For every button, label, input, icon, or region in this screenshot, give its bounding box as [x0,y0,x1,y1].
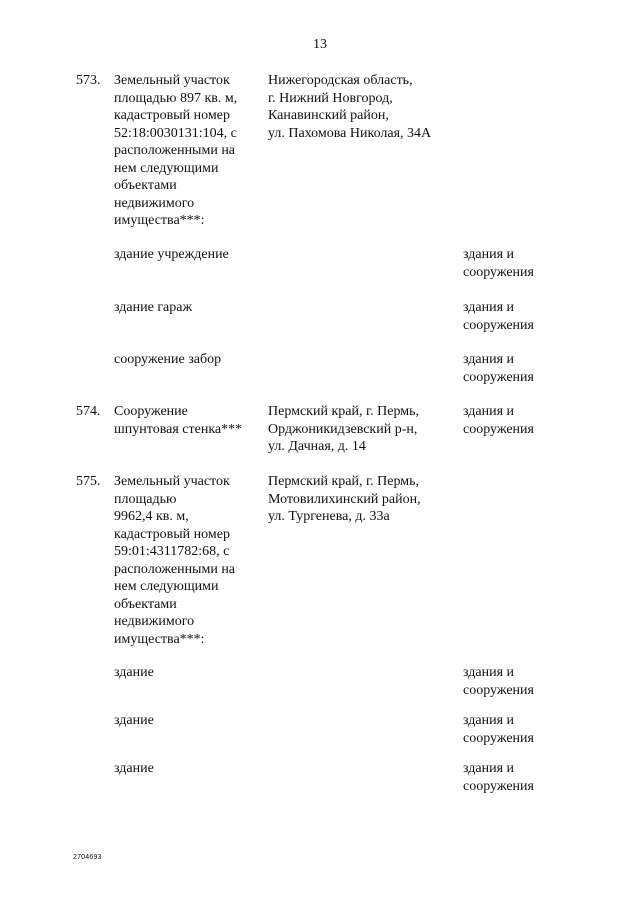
entry-name: Земельный участок площадью 897 кв. м, кадастровый номер 52:18:0030131:104, с расположенными на нем следующими объектами недвижимого имущества***: [114,73,238,228]
entry-type: здания и сооружения [463,761,534,794]
page-number: 13 [313,37,327,52]
entry-name: Сооружение шпунтовая стенка*** [114,404,243,437]
entry-type: здания и сооружения [463,665,534,698]
entry-type: здания и сооружения [463,352,534,385]
entry-name: здание [114,761,154,776]
entry-name: здание [114,665,154,680]
entry-name: здание гараж [114,300,193,315]
entry-address: Пермский край, г. Пермь, Мотовилихинский район, ул. Тургенева, д. 33а [268,474,421,524]
entry-name: здание [114,713,154,728]
entry-type: здания и сооружения [463,713,534,746]
entry-name: Земельный участок площадью 9962,4 кв. м, кадастровый номер 59:01:4311782:68, с расположенными на нем следующими объектами недвижимого имущества***: [114,474,236,647]
entry-type: здания и сооружения [463,404,534,437]
entry-number: 573. [76,73,101,88]
entry-number: 574. [76,404,101,419]
entry-type: здания и сооружения [463,247,534,280]
entry-name: здание учреждение [114,247,229,262]
entry-address: Нижегородская область, г. Нижний Новгород, Канавинский район, ул. Пахомова Николая, 34А [268,73,432,141]
document-code: 2704693 [73,854,102,861]
entry-type: здания и сооружения [463,300,534,333]
entry-address: Пермский край, г. Пермь, Орджоникидзевский р-н, ул. Дачная, д. 14 [268,404,419,454]
entry-number: 575. [76,474,101,489]
entry-name: сооружение забор [114,352,222,367]
